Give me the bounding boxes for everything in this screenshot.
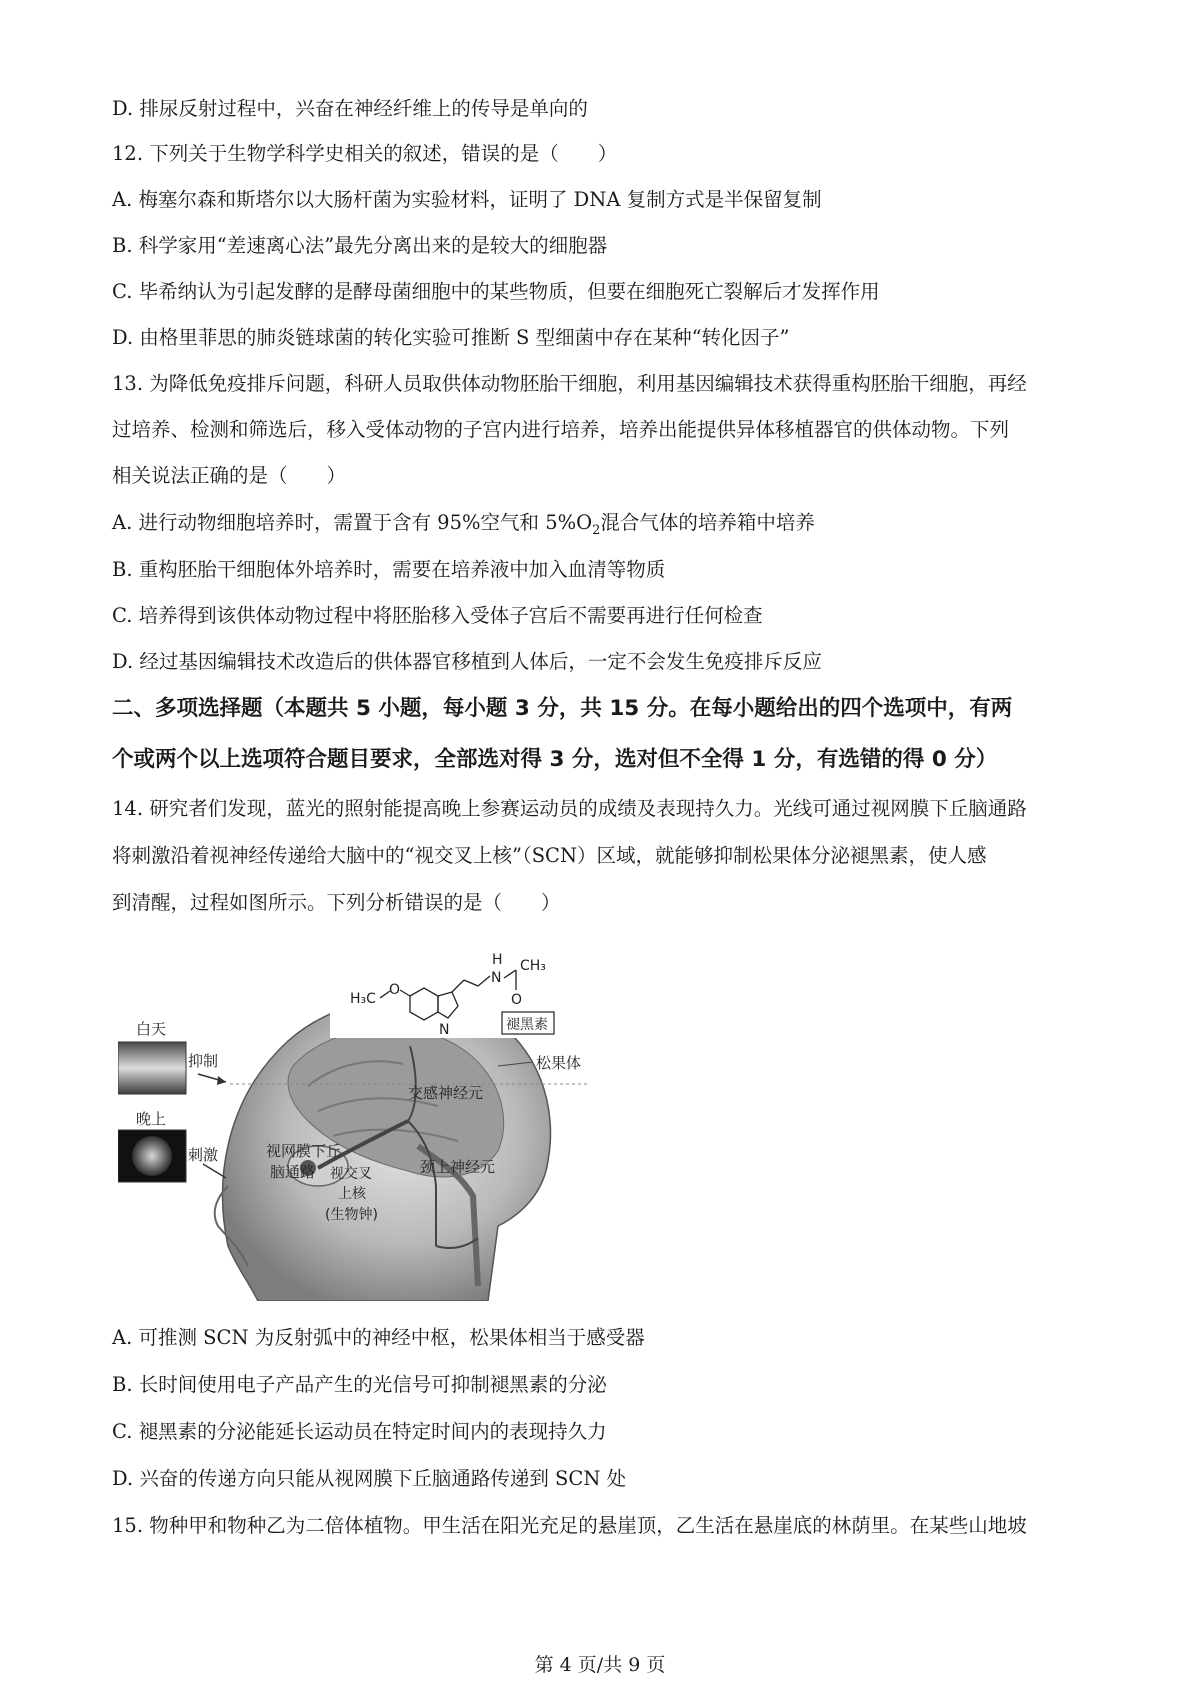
formula-indole-n: N bbox=[439, 1022, 450, 1038]
retinohypothalamic-label-1: 视网膜下丘 bbox=[266, 1142, 342, 1160]
night-label: 晚上 bbox=[136, 1110, 167, 1128]
sympathetic-neuron-label: 交感神经元 bbox=[408, 1084, 484, 1102]
q15-stem-line1: 15. 物种甲和物种乙为二倍体植物。甲生活在阳光充足的悬崖顶，乙生活在悬崖底的林荫里。在某些山地坡 bbox=[112, 1514, 1027, 1537]
q13-option-d: D. 经过基因编辑技术改造后的供体器官移植到人体后，一定不会发生免疫排斥反应 bbox=[112, 650, 822, 673]
scn-label-3: (生物钟) bbox=[325, 1207, 378, 1223]
moon-icon bbox=[132, 1136, 172, 1176]
o2-subscript: 2 bbox=[592, 522, 601, 538]
brain-pathway-figure bbox=[118, 946, 588, 1301]
q14-stem-line3: 到清醒，过程如图所示。下列分析错误的是（ ） bbox=[112, 891, 561, 914]
q13-stem-line2: 过培养、检测和筛选后，移入受体动物的子宫内进行培养，培养出能提供异体移植器官的供体动物。下列 bbox=[112, 418, 1010, 441]
stimulate-label: 刺激 bbox=[188, 1146, 219, 1164]
q13-option-a-text-end: 混合气体的培养箱中培养 bbox=[600, 511, 815, 534]
q12-option-b: B. 科学家用“差速离心法”最先分离出来的是较大的细胞器 bbox=[112, 234, 608, 257]
q12-option-d: D. 由格里菲思的肺炎链球菌的转化实验可推断 S 型细菌中存在某种“转化因子” bbox=[112, 326, 790, 349]
formula-amide-n: N bbox=[491, 970, 502, 986]
section-title-line2: 个或两个以上选项符合题目要求，全部选对得 3 分，选对但不全得 1 分，有选错的得 0 分） bbox=[112, 747, 998, 772]
melatonin-label: 褪黑素 bbox=[506, 1017, 548, 1033]
retinohypothalamic-label-2: 脑通路 bbox=[270, 1163, 316, 1181]
formula-ch3: CH₃ bbox=[520, 958, 546, 974]
q13-option-b: B. 重构胚胎干细胞体外培养时，需要在培养液中加入血清等物质 bbox=[112, 558, 666, 581]
q14-option-d: D. 兴奋的传递方向只能从视网膜下丘脑通路传递到 SCN 处 bbox=[112, 1467, 627, 1490]
page-footer: 第 4 页/共 9 页 bbox=[534, 1654, 666, 1676]
formula-carbonyl-o: O bbox=[511, 992, 523, 1008]
scn-label-1: 视交叉 bbox=[330, 1166, 372, 1182]
inhibit-label: 抑制 bbox=[188, 1052, 219, 1070]
q12-option-a: A. 梅塞尔森和斯塔尔以大肠杆菌为实验材料，证明了 DNA 复制方式是半保留复制 bbox=[112, 188, 822, 211]
q13-option-a bbox=[112, 509, 815, 545]
scn-label-2: 上核 bbox=[338, 1186, 366, 1202]
day-label: 白天 bbox=[136, 1020, 167, 1038]
q14-option-a: A. 可推测 SCN 为反射弧中的神经中枢，松果体相当于感受器 bbox=[112, 1326, 645, 1349]
q11-option-d: D. 排尿反射过程中，兴奋在神经纤维上的传导是单向的 bbox=[112, 97, 588, 120]
q13-stem-line1: 13. 为降低免疫排斥问题，科研人员取供体动物胚胎干细胞，利用基因编辑技术获得重构胚胎干细胞，再经 bbox=[112, 372, 1027, 395]
section-title-line1: 二、多项选择题（本题共 5 小题，每小题 3 分，共 15 分。在每小题给出的四个选项中，有两 bbox=[112, 696, 1013, 721]
formula-h: H bbox=[492, 952, 503, 968]
formula-o: O bbox=[389, 982, 401, 998]
formula-h3c: H₃C bbox=[350, 991, 376, 1007]
q14-option-c: C. 褪黑素的分泌能延长运动员在特定时间内的表现持久力 bbox=[112, 1420, 607, 1443]
pineal-label: 松果体 bbox=[536, 1054, 582, 1072]
q13-stem-line3: 相关说法正确的是（ ） bbox=[112, 464, 347, 487]
melatonin-formula bbox=[330, 946, 556, 1038]
q14-stem-line2: 将刺激沿着视神经传递给大脑中的“视交叉上核”（SCN）区域，就能够抑制松果体分泌褪黑素，使人感 bbox=[112, 844, 987, 867]
q14-option-b: B. 长时间使用电子产品产生的光信号可抑制褪黑素的分泌 bbox=[112, 1373, 607, 1396]
q12-stem: 12. 下列关于生物学科学史相关的叙述，错误的是（ ） bbox=[112, 142, 618, 165]
q13-option-a-text: A. 进行动物细胞培养时，需置于含有 95%空气和 5%O bbox=[112, 511, 593, 534]
daylight-photo bbox=[118, 1042, 186, 1094]
cervical-neuron-label: 颈上神经元 bbox=[420, 1158, 496, 1176]
q13-option-c: C. 培养得到该供体动物过程中将胚胎移入受体子宫后不需要再进行任何检查 bbox=[112, 604, 763, 627]
q12-option-c: C. 毕希纳认为引起发酵的是酵母菌细胞中的某些物质，但要在细胞死亡裂解后才发挥作用 bbox=[112, 280, 880, 303]
q14-stem-line1: 14. 研究者们发现，蓝光的照射能提高晚上参赛运动员的成绩及表现持久力。光线可通过视网膜下丘脑通路 bbox=[112, 797, 1027, 820]
